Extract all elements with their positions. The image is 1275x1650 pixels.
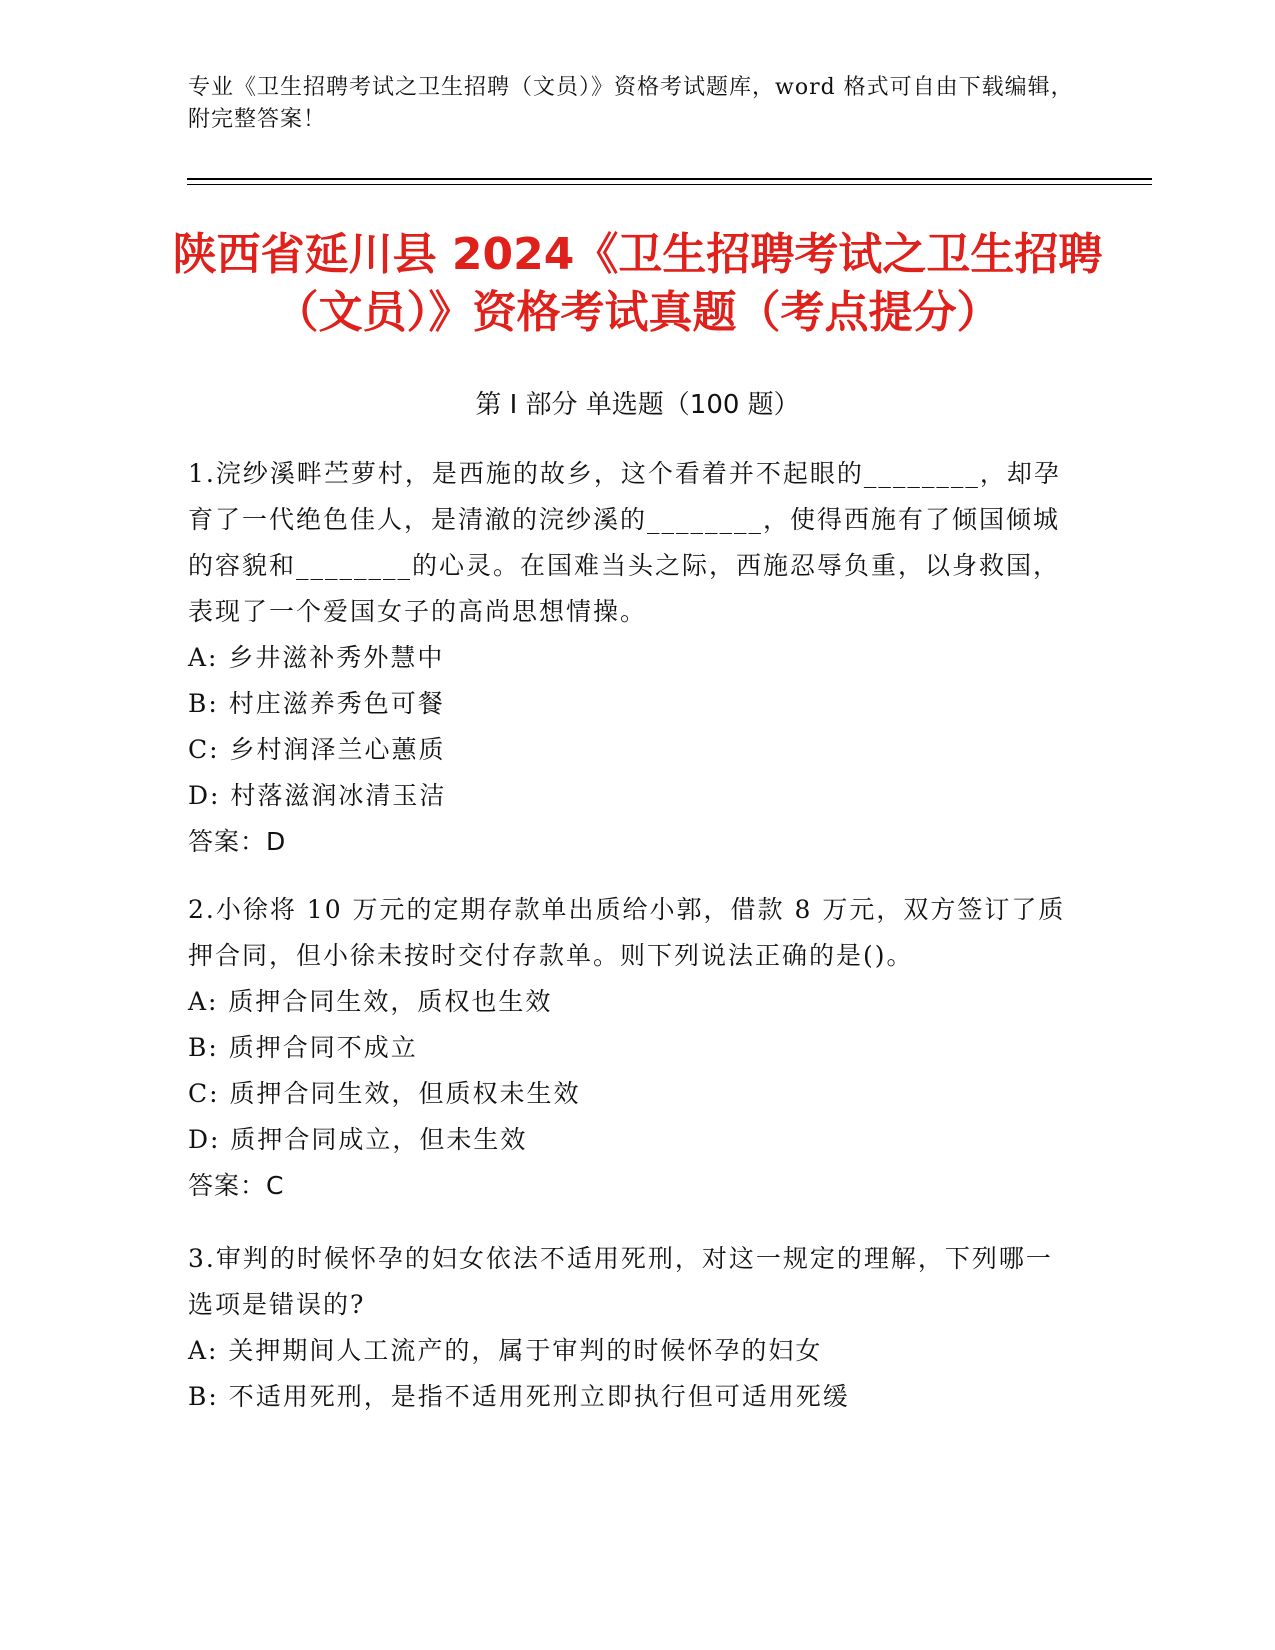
question-stem: 1.浣纱溪畔苎萝村，是西施的故乡，这个看着并不起眼的________，却孕育了一代绝色佳人，是清澈的浣纱溪的________，使得西施有了倾国倾城的容貌和________的心灵。在国难当头之际，西施忍辱负重，以身救国，表现了一个爱国女子的高尚思想情操。 — [188, 459, 1061, 626]
option-b: B: 不适用死刑，是指不适用死刑立即执行但可适用死缓 — [188, 1382, 850, 1411]
option-d: D: 质押合同成立，但未生效 — [188, 1125, 528, 1154]
option-b: B: 质押合同不成立 — [188, 1033, 418, 1062]
option-a: A: 关押期间人工流产的，属于审判的时候怀孕的妇女 — [188, 1336, 823, 1365]
answer: 答案：C — [188, 1171, 285, 1200]
option-c: C: 质押合同生效，但质权未生效 — [188, 1079, 581, 1108]
question-2 — [188, 887, 1068, 1209]
question-stem: 2.小徐将 10 万元的定期存款单出质给小郭，借款 8 万元，双方签订了质押合同，但小徐未按时交付存款单。则下列说法正确的是()。 — [188, 895, 1066, 970]
option-a: A: 质押合同生效，质权也生效 — [188, 987, 553, 1016]
question-stem: 3.审判的时候怀孕的妇女依法不适用死刑，对这一规定的理解，下列哪一选项是错误的? — [188, 1244, 1053, 1319]
answer: 答案：D — [188, 827, 287, 856]
option-c: C: 乡村润泽兰心蕙质 — [188, 735, 446, 764]
section-title: 第 I 部分 单选题（100 题） — [475, 390, 800, 420]
question-3 — [188, 1236, 1068, 1420]
option-d: D: 村落滋润冰清玉洁 — [188, 781, 447, 810]
option-a: A: 乡井滋补秀外慧中 — [188, 643, 445, 672]
header-note: 专业《卫生招聘考试之卫生招聘（文员）》资格考试题库，word 格式可自由下载编辑，附完整答案！ — [188, 75, 1074, 132]
header-rule-thin — [187, 184, 1152, 185]
option-b: B: 村庄滋养秀色可餐 — [188, 689, 445, 718]
question-1 — [188, 451, 1068, 865]
header-rule-thick — [187, 178, 1152, 180]
document-title: 陕西省延川县 2024《卫生招聘考试之卫生招聘（文员）》资格考试真题（考点提分） — [172, 229, 1103, 338]
